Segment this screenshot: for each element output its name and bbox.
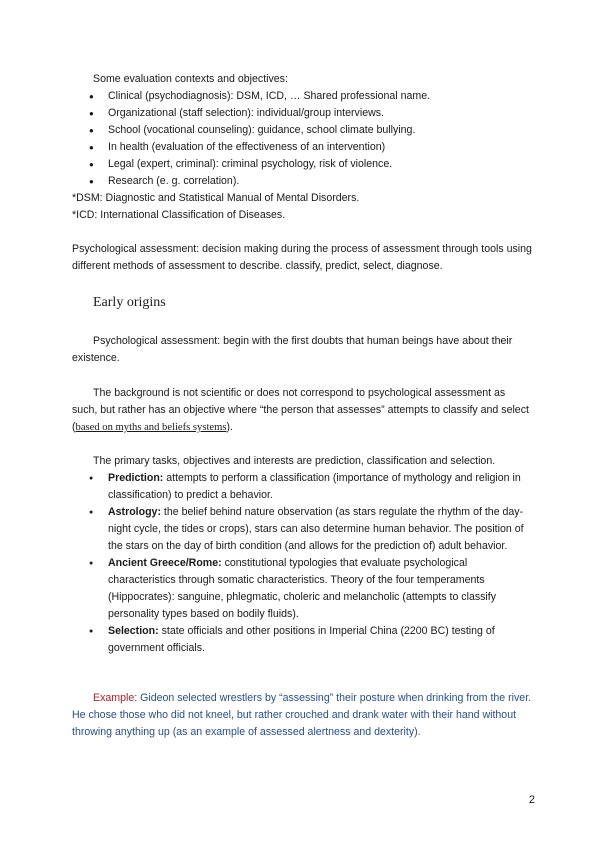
definition-text: Psychological assessment: decision making during the process of assessment through tools using different methods of assessment to describe. classify, predict, select, diagnose. — [72, 243, 532, 272]
example-block — [72, 690, 532, 741]
icd-note: *ICD: International Classification of Diseases. — [72, 209, 286, 221]
list-item — [72, 470, 532, 504]
evaluation-contexts — [72, 71, 532, 224]
example-text: Gideon selected wrestlers by “assessing” their posture when drinking from the river. He chose those who did not kneel, but rather crouched and drank water with their hand without throwing anything up (as an example of assessed alertness and dexterity). — [72, 692, 532, 738]
list-item — [72, 623, 532, 657]
list-item — [72, 504, 532, 555]
paragraph-start: The background is not scientific or does not correspond to psychological assessment as such, but rather has an objective where “the person that assesses” attempts to classify and select ( — [72, 387, 529, 433]
page-number: 2 — [528, 794, 535, 806]
dsm-note: *DSM: Diagnostic and Statistical Manual of Mental Disorders. — [72, 192, 360, 204]
task-text: attempts to perform a classification (importance of mythology and religion in classification) to predict a behavior. — [108, 472, 521, 501]
paragraph-text — [72, 385, 532, 436]
tasks-list — [72, 470, 532, 657]
list-item: ● In health (evaluation of the effectiveness of an intervention) — [72, 139, 532, 156]
paragraph-text: Psychological assessment: begin with the first doubts that human beings have about their existence. — [72, 335, 513, 364]
task-term: Ancient Greece/Rome: — [108, 557, 222, 569]
paragraph-background — [72, 385, 532, 436]
underlined-phrase: based on myths and beliefs systems — [75, 422, 227, 433]
definition-block — [72, 241, 532, 275]
task-term: Astrology: — [108, 506, 161, 518]
task-term: Selection: — [108, 625, 159, 637]
example-paragraph — [72, 690, 532, 741]
task-text: state officials and other positions in Imperial China (2200 BC) testing of government officials. — [108, 625, 495, 654]
paragraph-origins — [72, 333, 532, 367]
list-item: ● Legal (expert, criminal): criminal psychology, risk of violence. — [72, 156, 532, 173]
section-heading: Early origins — [93, 295, 166, 310]
list-item: ● School (vocational counseling): guidance, school climate bullying. — [72, 122, 532, 139]
list-item: ● Research (e. g. correlation). — [72, 173, 532, 190]
primary-tasks — [72, 453, 532, 657]
list-item — [72, 555, 532, 623]
task-term: Prediction: — [108, 472, 164, 484]
list-item: ● Clinical (psychodiagnosis): DSM, ICD, … Shared professional name. — [72, 88, 532, 105]
list-item: ● Organizational (staff selection): individual/group interviews. — [72, 105, 532, 122]
evaluation-list — [72, 88, 532, 190]
example-label: Example: — [93, 692, 138, 704]
evaluation-intro: Some evaluation contexts and objectives: — [93, 73, 288, 85]
section-heading-wrap — [93, 293, 553, 313]
tasks-intro: The primary tasks, objectives and interests are prediction, classification and selection. — [93, 455, 496, 467]
task-text: the belief behind nature observation (as stars regulate the rhythm of the day-night cycle, the tides or crops), stars can also determine human behavior. The position of the stars on the day of birth condition (and allows for the prediction of) adult behavior. — [108, 506, 524, 552]
paragraph-end: ). — [226, 421, 233, 433]
task-text: constitutional typologies that evaluate psychological characteristics through somatic characteristics. Theory of the four temperaments (Hippocrates): sanguine, phlegmatic, choleric and melancholic (attempts to classify personality types based on bodily fluids). — [108, 557, 497, 620]
